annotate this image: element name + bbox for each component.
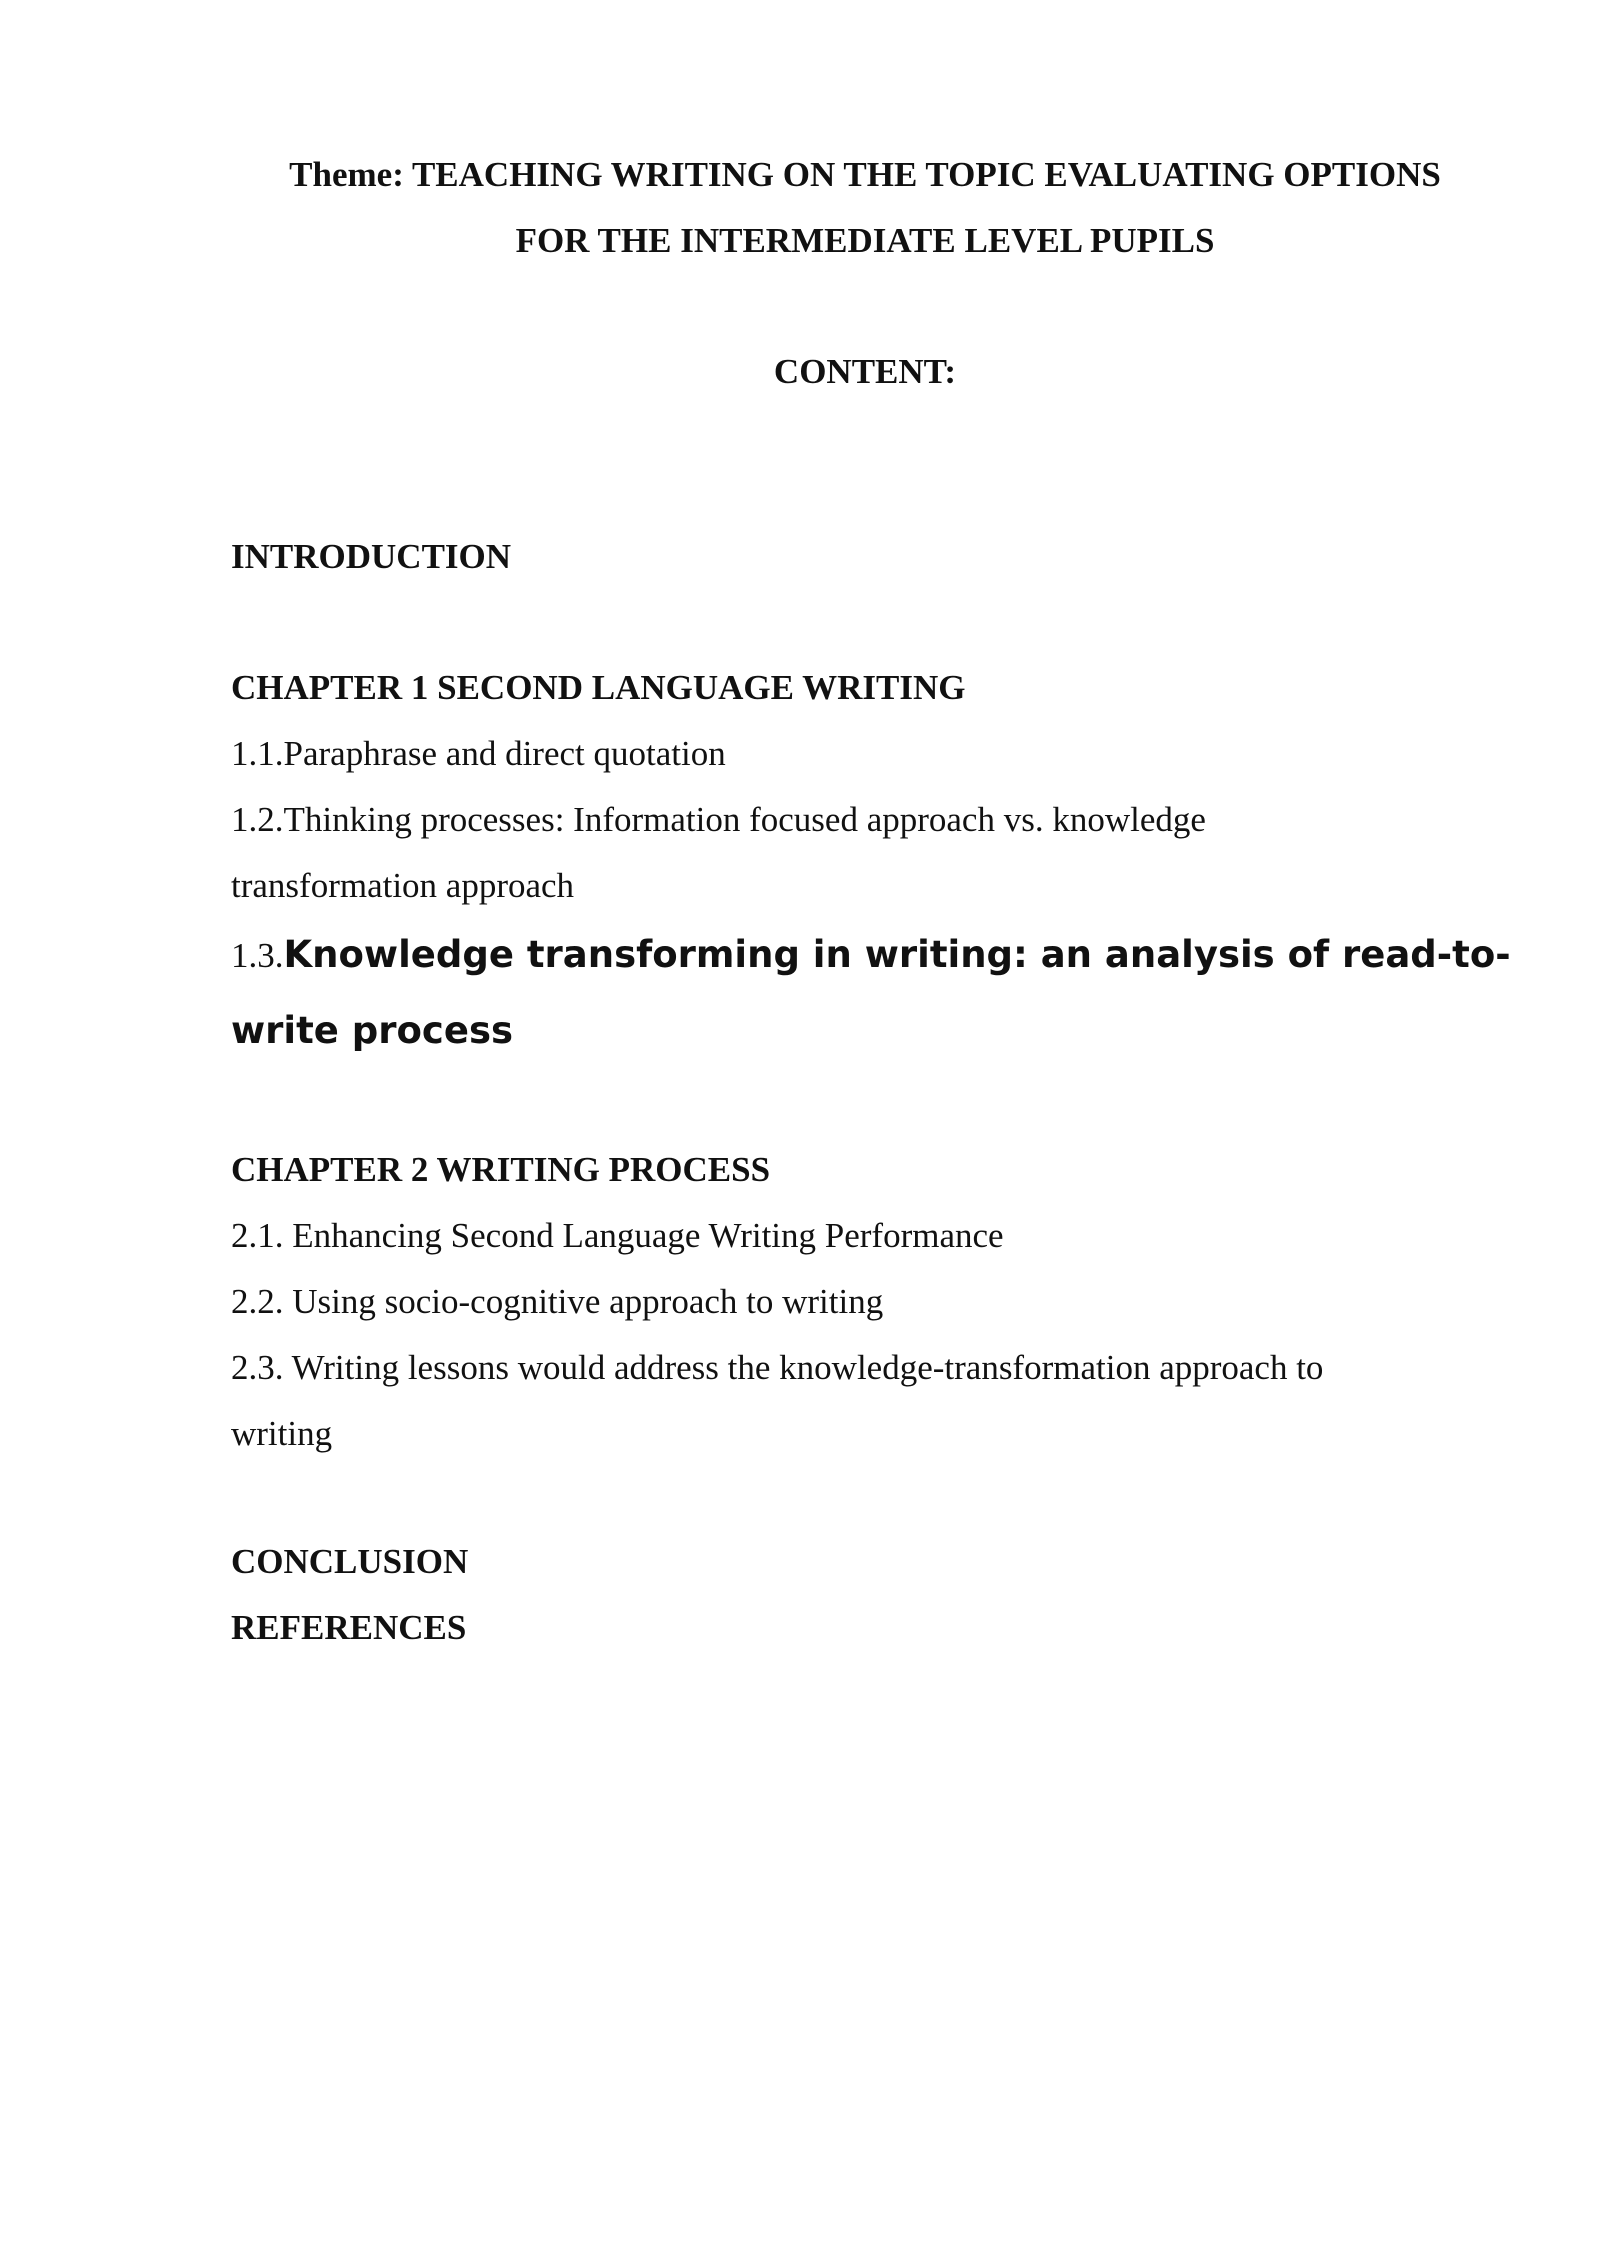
toc-item-1-3-line2: write process	[231, 1009, 513, 1052]
toc-introduction: INTRODUCTION	[231, 537, 512, 576]
title-line-2: FOR THE INTERMEDIATE LEVEL PUPILS	[515, 221, 1215, 260]
toc-item-1-1: 1.1.Paraphrase and direct quotation	[231, 734, 726, 773]
toc-chapter1-heading: CHAPTER 1 SECOND LANGUAGE WRITING	[231, 668, 966, 707]
toc-item-1-3-line1	[231, 933, 1511, 978]
toc-item-2-2: 2.2. Using socio-cognitive approach to writing	[231, 1282, 884, 1321]
toc-item-2-3-line1: 2.3. Writing lessons would address the knowledge-transformation approach to	[231, 1348, 1324, 1387]
toc-item-1-3-prefix: 1.3.	[231, 936, 284, 975]
toc-item-1-2-line1: 1.2.Thinking processes: Information focused approach vs. knowledge	[231, 800, 1206, 839]
toc-item-1-2-line2: transformation approach	[231, 866, 575, 905]
toc-conclusion: CONCLUSION	[231, 1542, 469, 1581]
toc-item-2-1: 2.1. Enhancing Second Language Writing Performance	[231, 1216, 1004, 1255]
toc-references: REFERENCES	[231, 1608, 467, 1647]
title-line-1: Theme: TEACHING WRITING ON THE TOPIC EVALUATING OPTIONS	[289, 155, 1441, 194]
content-heading: CONTENT:	[773, 352, 957, 391]
toc-item-2-3-line2: writing	[231, 1414, 333, 1453]
toc-chapter2-heading: CHAPTER 2 WRITING PROCESS	[231, 1150, 771, 1189]
toc-item-1-3-title: Knowledge transforming in writing: an analysis of read-to-	[283, 933, 1511, 976]
